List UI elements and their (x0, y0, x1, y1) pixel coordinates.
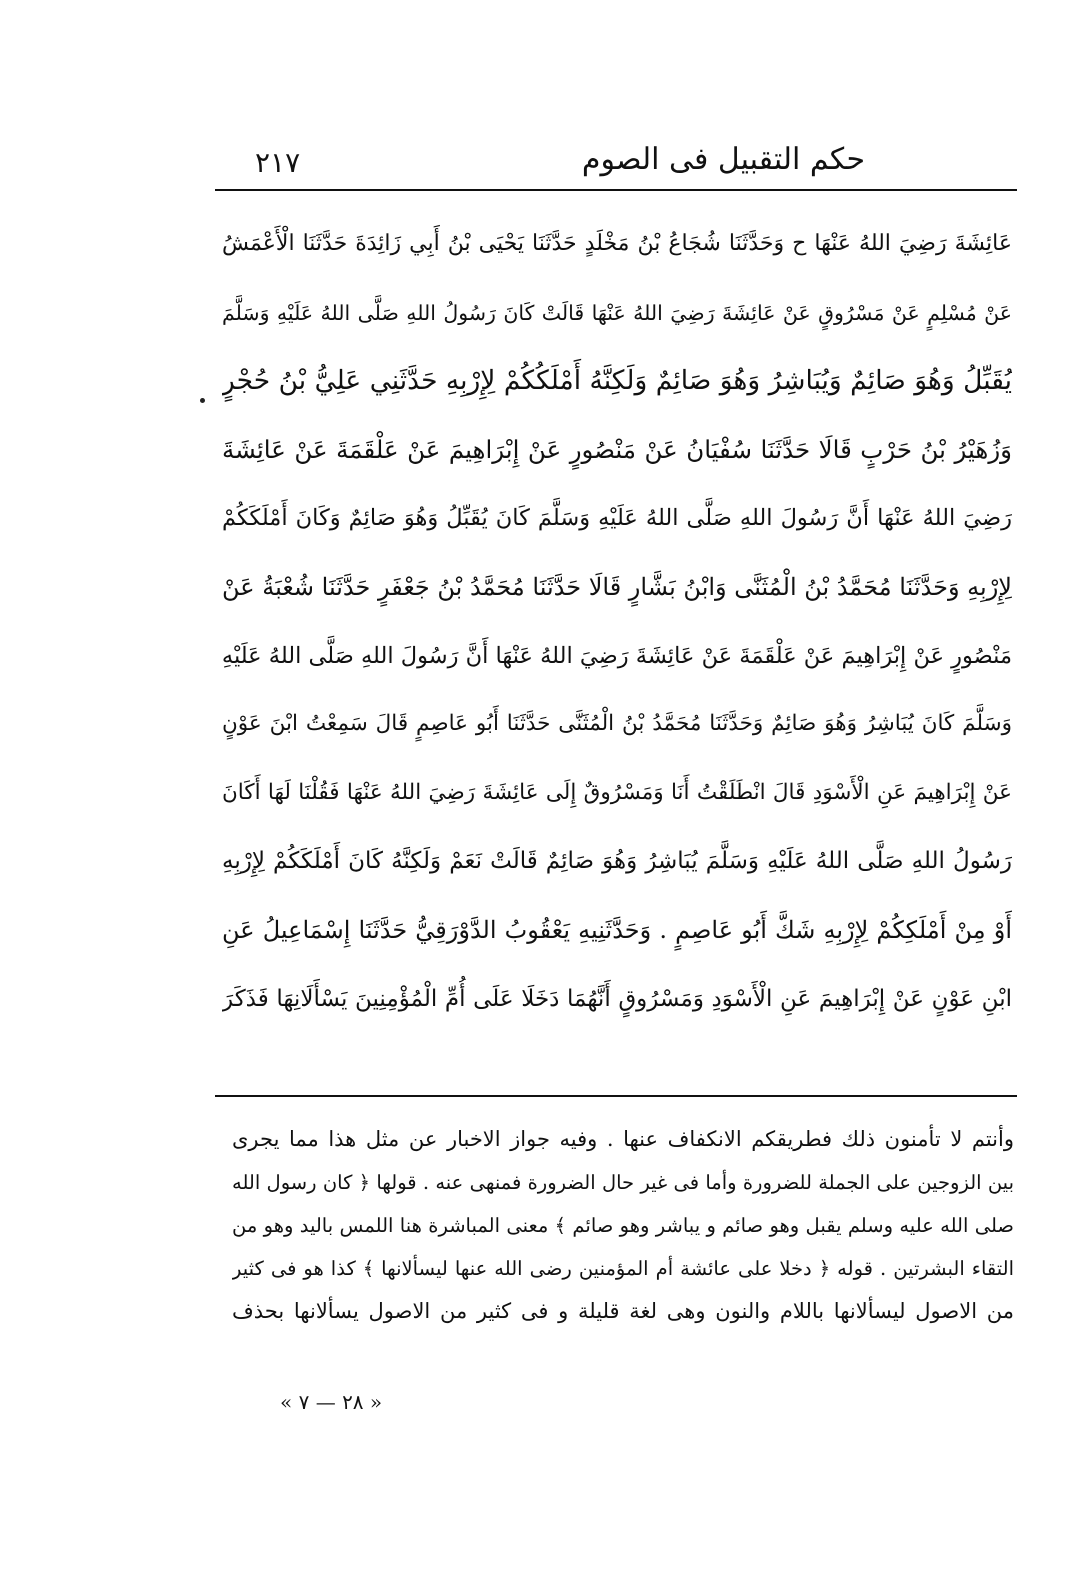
main-text-line: يُقَبِّلُ وَهُوَ صَائِمٌ وَيُبَاشِرُ وَهُوَ صَائِمٌ وَلَكِنَّهُ أَمْلَكُكُمْ لِإِرْبِهِ حَدَّثَنِي عَلِيُّ بْنُ حُجْرٍ (222, 365, 1012, 397)
printer-signature: « ٢٨ — ٧ » (280, 1390, 383, 1414)
main-text-block (222, 210, 1012, 1033)
header-rule (215, 189, 1017, 191)
page-number: ٢١٧ (255, 146, 301, 179)
main-text-line: وَزُهَيْرُ بْنُ حَرْبٍ قَالَا حَدَّثَنَا سُفْيَانُ عَنْ مَنْصُورٍ عَنْ إِبْرَاهِيمَ عَنْ عَلْقَمَةَ عَنْ عَائِشَةَ (222, 434, 1012, 464)
commentary-line: بين الزوجين على الجملة للضرورة وأما فى غير حال الضرورة فمنهى عنه . قولها ﴿ كان رسول الله (232, 1171, 1014, 1194)
commentary-block (232, 1118, 1014, 1333)
main-text-line: لِإِرْبِهِ وَحَدَّثَنَا مُحَمَّدُ بْنُ الْمُثَنَّى وَابْنُ بَشَّارٍ قَالَا حَدَّثَنَا مُحَمَّدُ بْنُ جَعْفَرٍ حَدَّثَنَا شُعْبَةُ عَنْ (222, 572, 1012, 601)
commentary-line: صلى الله عليه وسلم يقبل وهو صائم و يباشر وهو صائم ﴾ معنى المباشرة هنا اللمس باليد وهو من (232, 1214, 1014, 1237)
main-text-line: عَنْ مُسْلِمٍ عَنْ مَسْرُوقٍ عَنْ عَائِشَةَ رَضِيَ اللهُ عَنْهَا قَالَتْ كَانَ رَسُولُ اللهِ صَلَّى اللهُ عَلَيْهِ وَسَلَّمَ (222, 300, 1012, 325)
main-text-line: وَسَلَّمَ كَانَ يُبَاشِرُ وَهُوَ صَائِمٌ وَحَدَّثَنَا مُحَمَّدُ بْنُ الْمُثَنَّى حَدَّثَنَا أَبُو عَاصِمٍ قَالَ سَمِعْتُ ابْنَ عَوْنٍ (222, 711, 1012, 737)
main-text-line: مَنْصُورٍ عَنْ إِبْرَاهِيمَ عَنْ عَلْقَمَةَ عَنْ عَائِشَةَ رَضِيَ اللهُ عَنْهَا أَنَّ رَسُولَ اللهِ صَلَّى اللهُ عَلَيْهِ (222, 642, 1012, 669)
margin-dot (200, 398, 205, 403)
main-text-line: عَائِشَةَ رَضِيَ اللهُ عَنْهَا ح وَحَدَّثَنَا شُجَاعُ بْنُ مَخْلَدٍ حَدَّثَنَا يَحْيَى بْنُ أَبِي زَائِدَةَ حَدَّثَنَا الْأَعْمَشُ (222, 231, 1012, 256)
commentary-line: وأنتم لا تأمنون ذلك فطريقكم الانكفاف عنها . وفيه جواز الاخبار عن مثل هذا مما يجرى (232, 1127, 1014, 1151)
main-text-line: رَسُولُ اللهِ صَلَّى اللهُ عَلَيْهِ وَسَلَّمَ يُبَاشِرُ وَهُوَ صَائِمٌ قَالَتْ نَعَمْ وَلَكِنَّهُ كَانَ أَمْلَكَكُمْ لِإِرْبِهِ (222, 848, 1012, 875)
chapter-title: حكم التقبيل فى الصوم (581, 142, 865, 177)
footnote-separator (215, 1095, 1017, 1097)
main-text-line: عَنْ إِبْرَاهِيمَ عَنِ الْأَسْوَدِ قَالَ انْطَلَقْتُ أَنَا وَمَسْرُوقٌ إِلَى عَائِشَةَ رَضِيَ اللهُ عَنْهَا فَقُلْنَا لَهَا أَكَانَ (222, 779, 1012, 805)
main-text-line: ابْنِ عَوْنٍ عَنْ إِبْرَاهِيمَ عَنِ الْأَسْوَدِ وَمَسْرُوقٍ أَنَّهُمَا دَخَلَا عَلَى أُمِّ الْمُؤْمِنِينَ يَسْأَلَانِهَا فَذَكَرَ (222, 985, 1012, 1012)
running-header (215, 140, 1015, 188)
main-text-line: رَضِيَ اللهُ عَنْهَا أَنَّ رَسُولَ اللهِ صَلَّى اللهُ عَلَيْهِ وَسَلَّمَ كَانَ يُقَبِّلُ وَهُوَ صَائِمٌ وَكَانَ أَمْلَكَكُمْ (222, 505, 1012, 532)
commentary-line: من الاصول ليسألانها باللام والنون وهى لغة قليلة و فى كثير من الاصول يسألانها بحذف (232, 1299, 1014, 1323)
main-text-line: أَوْ مِنْ أَمْلَكِكُمْ لِإِرْبِهِ شَكَّ أَبُو عَاصِمٍ . وَحَدَّثَنِيهِ يَعْقُوبُ الدَّوْرَقِيُّ حَدَّثَنَا إِسْمَاعِيلُ عَنِ (222, 915, 1012, 944)
commentary-line: التقاء البشرتين . قوله ﴿ دخلا على عائشة أم المؤمنين رضى الله عنها ليسألانها ﴾ كذا هو فى كثير (232, 1257, 1014, 1280)
